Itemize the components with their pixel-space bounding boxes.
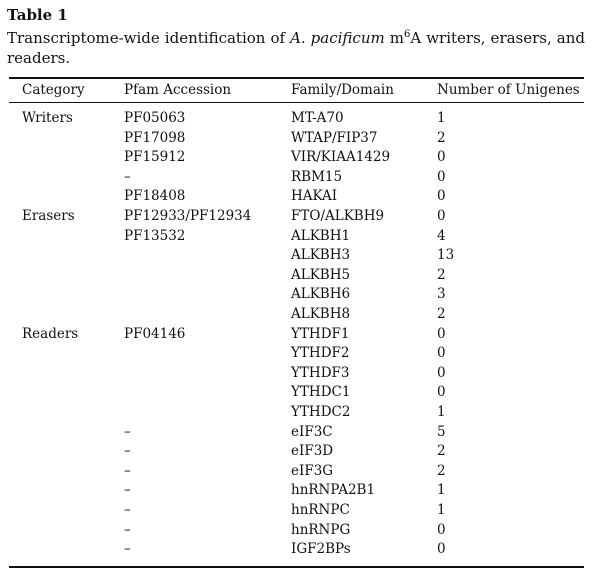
table-row xyxy=(0,325,592,345)
unigene-count-cell: 0 xyxy=(437,521,446,538)
table-row xyxy=(0,462,592,482)
family-domain-cell: eIF3D xyxy=(291,443,334,460)
family-domain-cell: hnRNPC xyxy=(291,502,350,518)
pfam-accession-cell: PF12933/PF12934 xyxy=(124,208,252,224)
unigene-count-cell: 1 xyxy=(437,482,446,499)
table-row xyxy=(0,403,592,423)
table-top-rule xyxy=(9,77,584,79)
family-domain-cell: FTO/ALKBH9 xyxy=(291,208,385,224)
pfam-accession-cell: – xyxy=(124,423,131,440)
table-row xyxy=(0,305,592,325)
table-row xyxy=(0,148,592,168)
family-domain-cell: WTAP/FIP37 xyxy=(291,129,378,146)
column-header-family-domain: Family/Domain xyxy=(291,82,394,98)
unigene-count-cell: 4 xyxy=(437,227,446,244)
pfam-accession-cell: – xyxy=(124,482,131,499)
caption-text-pre: Transcriptome-wide identification of xyxy=(7,29,291,47)
table-row xyxy=(0,344,592,364)
unigene-count-cell: 1 xyxy=(437,404,446,420)
category-cell: Writers xyxy=(22,110,73,126)
category-cell: Readers xyxy=(22,325,79,342)
table-label: Table 1 xyxy=(7,6,68,24)
table-row xyxy=(0,364,592,384)
table-header-rule xyxy=(9,102,584,103)
table-row xyxy=(0,227,592,247)
table-row xyxy=(0,187,592,207)
pfam-accession-cell: – xyxy=(124,502,131,518)
unigene-count-cell: 0 xyxy=(437,325,446,342)
caption-species-name: A. pacificum xyxy=(290,29,385,47)
pfam-accession-cell: – xyxy=(124,462,131,479)
pfam-accession-cell: PF15912 xyxy=(124,149,186,166)
unigene-count-cell: 2 xyxy=(437,129,446,146)
family-domain-cell: YTHDF1 xyxy=(291,325,350,342)
family-domain-cell: ALKBH6 xyxy=(291,286,351,303)
unigene-count-cell: 2 xyxy=(437,306,446,322)
unigene-count-cell: 1 xyxy=(437,110,446,126)
pfam-accession-cell: PF17098 xyxy=(124,129,186,146)
caption-text-post: A writers, erasers, and readers. xyxy=(7,29,585,67)
unigene-count-cell: 2 xyxy=(437,462,446,479)
pfam-accession-cell: PF13532 xyxy=(124,227,186,244)
pfam-accession-cell: – xyxy=(124,541,131,558)
table-row xyxy=(0,501,592,521)
family-domain-cell: YTHDF3 xyxy=(291,364,350,381)
table-row xyxy=(0,246,592,266)
unigene-count-cell: 2 xyxy=(437,266,446,283)
pfam-accession-cell: PF05063 xyxy=(124,110,186,126)
family-domain-cell: ALKBH3 xyxy=(291,247,351,264)
table-row xyxy=(0,168,592,188)
table-caption xyxy=(7,28,585,68)
family-domain-cell: ALKBH1 xyxy=(291,227,351,244)
table-row xyxy=(0,423,592,443)
unigene-count-cell: 3 xyxy=(437,286,446,303)
caption-text-mid: m xyxy=(384,29,404,47)
table-row xyxy=(0,481,592,501)
pfam-accession-cell: – xyxy=(124,521,131,538)
table-row xyxy=(0,109,592,129)
table-row xyxy=(0,207,592,227)
column-header-category: Category xyxy=(22,82,85,98)
family-domain-cell: RBM15 xyxy=(291,168,343,185)
unigene-count-cell: 0 xyxy=(437,188,446,205)
family-domain-cell: HAKAI xyxy=(291,188,338,205)
family-domain-cell: ALKBH8 xyxy=(291,306,351,322)
unigene-count-cell: 0 xyxy=(437,384,446,401)
table-row xyxy=(0,442,592,462)
unigene-count-cell: 1 xyxy=(437,502,446,518)
unigene-count-cell: 0 xyxy=(437,345,446,362)
family-domain-cell: YTHDC1 xyxy=(291,384,351,401)
table-bottom-rule xyxy=(9,566,584,568)
pfam-accession-cell: PF04146 xyxy=(124,325,186,342)
unigene-count-cell: 0 xyxy=(437,364,446,381)
family-domain-cell: hnRNPA2B1 xyxy=(291,482,376,499)
caption-superscript: 6 xyxy=(403,29,411,40)
unigene-count-cell: 2 xyxy=(437,443,446,460)
category-cell: Erasers xyxy=(22,208,75,224)
column-header-number-of-unigenes: Number of Unigenes xyxy=(437,82,580,98)
family-domain-cell: MT-A70 xyxy=(291,110,344,126)
table-row xyxy=(0,129,592,149)
family-domain-cell: YTHDF2 xyxy=(291,345,350,362)
family-domain-cell: IGF2BPs xyxy=(291,541,351,558)
unigene-count-cell: 13 xyxy=(437,247,455,264)
family-domain-cell: YTHDC2 xyxy=(291,404,351,420)
family-domain-cell: VIR/KIAA1429 xyxy=(291,149,391,166)
family-domain-cell: eIF3G xyxy=(291,462,334,479)
pfam-accession-cell: PF18408 xyxy=(124,188,186,205)
pfam-accession-cell: – xyxy=(124,168,131,185)
table-row xyxy=(0,266,592,286)
unigene-count-cell: 0 xyxy=(437,541,446,558)
unigene-count-cell: 5 xyxy=(437,423,446,440)
pfam-accession-cell: – xyxy=(124,443,131,460)
table-row xyxy=(0,521,592,541)
unigene-count-cell: 0 xyxy=(437,208,446,224)
table-row xyxy=(0,540,592,560)
unigene-count-cell: 0 xyxy=(437,149,446,166)
column-header-pfam-accession: Pfam Accession xyxy=(124,82,232,98)
table-row xyxy=(0,383,592,403)
unigene-count-cell: 0 xyxy=(437,168,446,185)
table-row xyxy=(0,285,592,305)
family-domain-cell: eIF3C xyxy=(291,423,333,440)
family-domain-cell: ALKBH5 xyxy=(291,266,351,283)
family-domain-cell: hnRNPG xyxy=(291,521,351,538)
